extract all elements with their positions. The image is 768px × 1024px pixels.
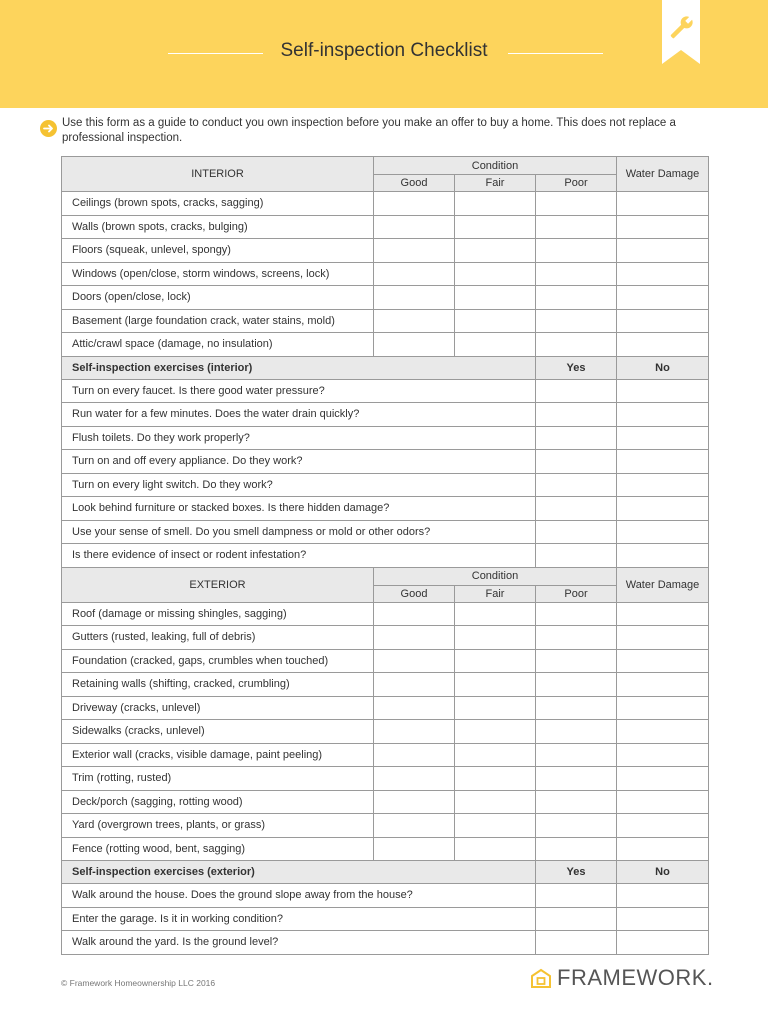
good-checkbox-cell[interactable]	[374, 192, 455, 216]
water-damage-checkbox-cell[interactable]	[617, 192, 709, 216]
fair-checkbox-cell[interactable]	[455, 286, 536, 310]
fair-checkbox-cell[interactable]	[455, 333, 536, 357]
fair-checkbox-cell[interactable]	[455, 239, 536, 263]
poor-checkbox-cell[interactable]	[536, 192, 617, 216]
exercise-label: Turn on every faucet. Is there good water pressure?	[62, 379, 536, 403]
table-row	[62, 333, 709, 357]
exercise-label: Turn on every light switch. Do they work?	[62, 473, 536, 497]
no-checkbox-cell[interactable]	[617, 426, 709, 450]
fair-checkbox-cell[interactable]	[455, 720, 536, 744]
item-label: Deck/porch (sagging, rotting wood)	[62, 790, 374, 814]
no-header: No	[617, 861, 709, 884]
fair-checkbox-cell[interactable]	[455, 696, 536, 720]
fair-checkbox-cell[interactable]	[455, 814, 536, 838]
table-row	[62, 403, 709, 427]
poor-checkbox-cell[interactable]	[536, 814, 617, 838]
exercise-label: Enter the garage. Is it in working condition?	[62, 907, 536, 931]
yes-header: Yes	[536, 861, 617, 884]
good-checkbox-cell[interactable]	[374, 262, 455, 286]
interior_exercises-heading: Self-inspection exercises (interior)	[62, 356, 536, 379]
yes-checkbox-cell[interactable]	[536, 426, 617, 450]
item-label: Walls (brown spots, cracks, bulging)	[62, 215, 374, 239]
good-header: Good	[374, 585, 455, 602]
no-checkbox-cell[interactable]	[617, 884, 709, 908]
table-row	[62, 473, 709, 497]
exterior-heading: EXTERIOR	[62, 567, 374, 602]
arrow-circle-icon	[40, 120, 57, 137]
poor-checkbox-cell[interactable]	[536, 837, 617, 861]
fair-checkbox-cell[interactable]	[455, 215, 536, 239]
item-label: Ceilings (brown spots, cracks, sagging)	[62, 192, 374, 216]
water-damage-checkbox-cell[interactable]	[617, 333, 709, 357]
good-checkbox-cell[interactable]	[374, 626, 455, 650]
interior_exercises-header-row	[62, 356, 709, 379]
fair-header: Fair	[455, 585, 536, 602]
title-rule-right	[508, 53, 603, 54]
table-row	[62, 215, 709, 239]
yes-checkbox-cell[interactable]	[536, 379, 617, 403]
yes-checkbox-cell[interactable]	[536, 907, 617, 931]
good-checkbox-cell[interactable]	[374, 239, 455, 263]
item-label: Basement (large foundation crack, water stains, mold)	[62, 309, 374, 333]
water-damage-header: Water Damage	[617, 157, 709, 192]
framework-logo-icon	[531, 968, 551, 988]
exercise-label: Walk around the house. Does the ground slope away from the house?	[62, 884, 536, 908]
no-checkbox-cell[interactable]	[617, 403, 709, 427]
water-damage-checkbox-cell[interactable]	[617, 649, 709, 673]
no-checkbox-cell[interactable]	[617, 544, 709, 568]
water-damage-checkbox-cell[interactable]	[617, 215, 709, 239]
fair-checkbox-cell[interactable]	[455, 602, 536, 626]
good-header: Good	[374, 175, 455, 192]
water-damage-checkbox-cell[interactable]	[617, 602, 709, 626]
good-checkbox-cell[interactable]	[374, 602, 455, 626]
item-label: Exterior wall (cracks, visible damage, paint peeling)	[62, 743, 374, 767]
table-row	[62, 379, 709, 403]
item-label: Doors (open/close, lock)	[62, 286, 374, 310]
table-row	[62, 192, 709, 216]
exercise-label: Turn on and off every appliance. Do they work?	[62, 450, 536, 474]
table-row	[62, 814, 709, 838]
good-checkbox-cell[interactable]	[374, 673, 455, 697]
table-row	[62, 767, 709, 791]
table-row	[62, 239, 709, 263]
yes-checkbox-cell[interactable]	[536, 544, 617, 568]
table-row	[62, 649, 709, 673]
exercise-label: Run water for a few minutes. Does the water drain quickly?	[62, 403, 536, 427]
fair-checkbox-cell[interactable]	[455, 790, 536, 814]
poor-header: Poor	[536, 175, 617, 192]
no-checkbox-cell[interactable]	[617, 907, 709, 931]
table-row	[62, 790, 709, 814]
item-label: Gutters (rusted, leaking, full of debris)	[62, 626, 374, 650]
poor-checkbox-cell[interactable]	[536, 673, 617, 697]
poor-header: Poor	[536, 585, 617, 602]
good-checkbox-cell[interactable]	[374, 215, 455, 239]
water-damage-checkbox-cell[interactable]	[617, 837, 709, 861]
water-damage-checkbox-cell[interactable]	[617, 309, 709, 333]
good-checkbox-cell[interactable]	[374, 696, 455, 720]
fair-checkbox-cell[interactable]	[455, 673, 536, 697]
table-row	[62, 907, 709, 931]
poor-checkbox-cell[interactable]	[536, 215, 617, 239]
water-damage-checkbox-cell[interactable]	[617, 286, 709, 310]
good-checkbox-cell[interactable]	[374, 286, 455, 310]
poor-checkbox-cell[interactable]	[536, 790, 617, 814]
yes-header: Yes	[536, 356, 617, 379]
good-checkbox-cell[interactable]	[374, 814, 455, 838]
yes-checkbox-cell[interactable]	[536, 473, 617, 497]
inspection-table	[61, 156, 709, 955]
water-damage-checkbox-cell[interactable]	[617, 720, 709, 744]
good-checkbox-cell[interactable]	[374, 309, 455, 333]
item-label: Attic/crawl space (damage, no insulation)	[62, 333, 374, 357]
wrench-bookmark-icon	[662, 0, 700, 64]
exercise-label: Use your sense of smell. Do you smell dampness or mold or other odors?	[62, 520, 536, 544]
page-title: Self-inspection Checklist	[280, 40, 488, 61]
good-checkbox-cell[interactable]	[374, 333, 455, 357]
exterior_exercises-heading: Self-inspection exercises (exterior)	[62, 861, 536, 884]
water-damage-checkbox-cell[interactable]	[617, 743, 709, 767]
table-row	[62, 497, 709, 521]
exercise-label: Flush toilets. Do they work properly?	[62, 426, 536, 450]
water-damage-checkbox-cell[interactable]	[617, 790, 709, 814]
fair-checkbox-cell[interactable]	[455, 743, 536, 767]
fair-checkbox-cell[interactable]	[455, 192, 536, 216]
fair-header: Fair	[455, 175, 536, 192]
yes-checkbox-cell[interactable]	[536, 931, 617, 955]
fair-checkbox-cell[interactable]	[455, 649, 536, 673]
no-checkbox-cell[interactable]	[617, 450, 709, 474]
poor-checkbox-cell[interactable]	[536, 720, 617, 744]
table-row	[62, 262, 709, 286]
water-damage-checkbox-cell[interactable]	[617, 696, 709, 720]
table-row	[62, 673, 709, 697]
intro-text: Use this form as a guide to conduct you own inspection before you make an offer to buy a home. This does not replace a professional inspection.	[62, 117, 676, 144]
good-checkbox-cell[interactable]	[374, 720, 455, 744]
no-checkbox-cell[interactable]	[617, 473, 709, 497]
table-row	[62, 426, 709, 450]
exterior_exercises-header-row	[62, 861, 709, 884]
poor-checkbox-cell[interactable]	[536, 696, 617, 720]
item-label: Retaining walls (shifting, cracked, crumbling)	[62, 673, 374, 697]
water-damage-checkbox-cell[interactable]	[617, 239, 709, 263]
water-damage-checkbox-cell[interactable]	[617, 673, 709, 697]
table-row	[62, 520, 709, 544]
condition-header: Condition	[374, 567, 617, 585]
item-label: Sidewalks (cracks, unlevel)	[62, 720, 374, 744]
water-damage-checkbox-cell[interactable]	[617, 814, 709, 838]
table-row	[62, 837, 709, 861]
table-row	[62, 602, 709, 626]
yes-checkbox-cell[interactable]	[536, 403, 617, 427]
water-damage-header: Water Damage	[617, 567, 709, 602]
interior-heading: INTERIOR	[62, 157, 374, 192]
exercise-label: Walk around the yard. Is the ground level?	[62, 931, 536, 955]
poor-checkbox-cell[interactable]	[536, 309, 617, 333]
footer-copyright: © Framework Homeownership LLC 2016	[61, 978, 216, 988]
good-checkbox-cell[interactable]	[374, 790, 455, 814]
no-checkbox-cell[interactable]	[617, 931, 709, 955]
table-row	[62, 696, 709, 720]
poor-checkbox-cell[interactable]	[536, 767, 617, 791]
exercise-label: Is there evidence of insect or rodent infestation?	[62, 544, 536, 568]
yes-checkbox-cell[interactable]	[536, 450, 617, 474]
water-damage-checkbox-cell[interactable]	[617, 262, 709, 286]
good-checkbox-cell[interactable]	[374, 837, 455, 861]
poor-checkbox-cell[interactable]	[536, 286, 617, 310]
water-damage-checkbox-cell[interactable]	[617, 626, 709, 650]
poor-checkbox-cell[interactable]	[536, 743, 617, 767]
poor-checkbox-cell[interactable]	[536, 239, 617, 263]
no-header: No	[617, 356, 709, 379]
item-label: Driveway (cracks, unlevel)	[62, 696, 374, 720]
poor-checkbox-cell[interactable]	[536, 333, 617, 357]
no-checkbox-cell[interactable]	[617, 520, 709, 544]
poor-checkbox-cell[interactable]	[536, 649, 617, 673]
good-checkbox-cell[interactable]	[374, 767, 455, 791]
no-checkbox-cell[interactable]	[617, 497, 709, 521]
interior-header-row	[62, 157, 709, 175]
header-banner	[0, 0, 768, 108]
exercise-label: Look behind furniture or stacked boxes. Is there hidden damage?	[62, 497, 536, 521]
good-checkbox-cell[interactable]	[374, 649, 455, 673]
fair-checkbox-cell[interactable]	[455, 626, 536, 650]
item-label: Windows (open/close, storm windows, screens, lock)	[62, 262, 374, 286]
yes-checkbox-cell[interactable]	[536, 520, 617, 544]
table-row	[62, 931, 709, 955]
item-label: Trim (rotting, rusted)	[62, 767, 374, 791]
item-label: Yard (overgrown trees, plants, or grass)	[62, 814, 374, 838]
poor-checkbox-cell[interactable]	[536, 602, 617, 626]
good-checkbox-cell[interactable]	[374, 743, 455, 767]
table-row	[62, 626, 709, 650]
condition-header: Condition	[374, 157, 617, 175]
yes-checkbox-cell[interactable]	[536, 884, 617, 908]
item-label: Foundation (cracked, gaps, crumbles when touched)	[62, 649, 374, 673]
table-row	[62, 743, 709, 767]
table-row	[62, 450, 709, 474]
table-row	[62, 286, 709, 310]
footer-brand	[531, 965, 714, 991]
yes-checkbox-cell[interactable]	[536, 497, 617, 521]
exterior-header-row	[62, 567, 709, 585]
item-label: Fence (rotting wood, bent, sagging)	[62, 837, 374, 861]
water-damage-checkbox-cell[interactable]	[617, 767, 709, 791]
fair-checkbox-cell[interactable]	[455, 262, 536, 286]
table-row	[62, 884, 709, 908]
table-row	[62, 720, 709, 744]
poor-checkbox-cell[interactable]	[536, 626, 617, 650]
poor-checkbox-cell[interactable]	[536, 262, 617, 286]
no-checkbox-cell[interactable]	[617, 379, 709, 403]
brand-name: FRAMEWORK.	[557, 965, 714, 990]
table-row	[62, 309, 709, 333]
item-label: Roof (damage or missing shingles, sagging)	[62, 602, 374, 626]
item-label: Floors (squeak, unlevel, spongy)	[62, 239, 374, 263]
fair-checkbox-cell[interactable]	[455, 309, 536, 333]
table-row	[62, 544, 709, 568]
fair-checkbox-cell[interactable]	[455, 837, 536, 861]
fair-checkbox-cell[interactable]	[455, 767, 536, 791]
